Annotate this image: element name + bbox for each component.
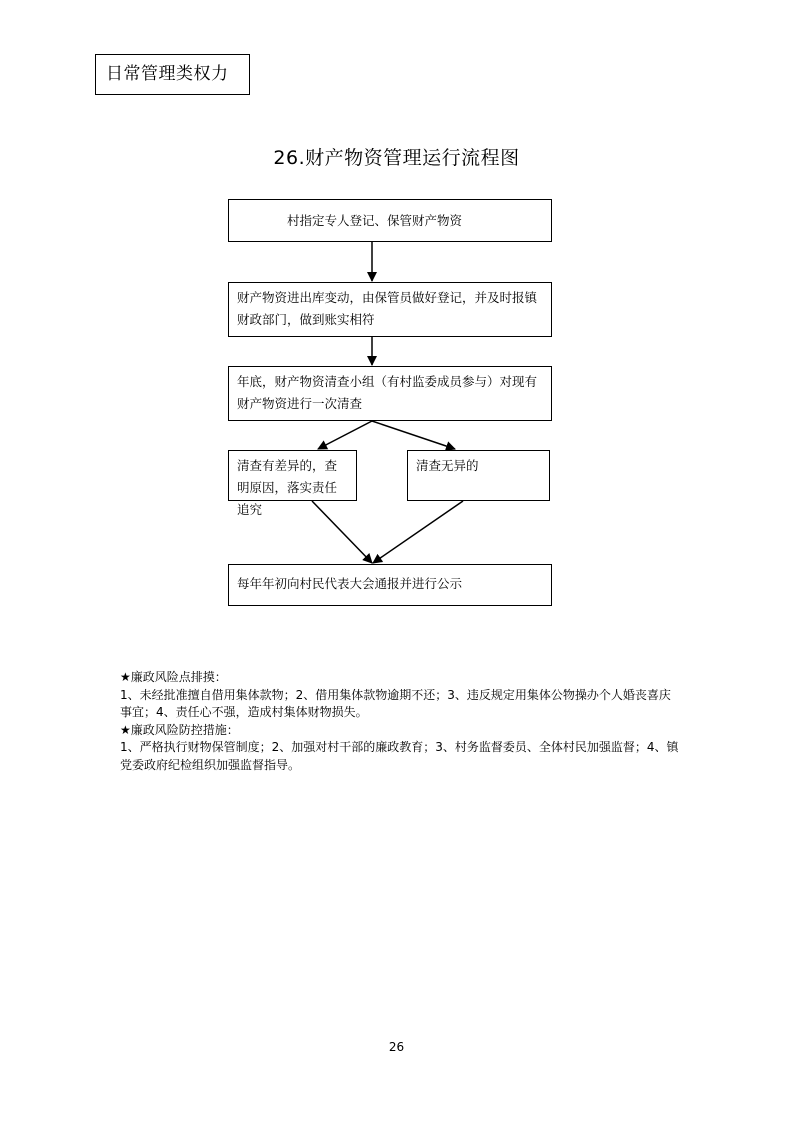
control-heading: ★廉政风险防控措施： <box>120 722 239 737</box>
category-label: 日常管理类权力 <box>95 54 250 95</box>
page-title: 26.财产物资管理运行流程图 <box>273 147 520 169</box>
risk-heading: ★廉政风险点排摸： <box>120 670 227 684</box>
flow-step-inventory-change: 财产物资进出库变动，由保管员做好登记，并及时报镇财政部门，做到账实相符 <box>228 282 552 337</box>
flow-step-register: 村指定专人登记、保管财产物资 <box>228 199 552 242</box>
control-text: 1、严格执行财物保管制度；2、加强对村干部的廉政教育；3、村务监督委员、全体村民加强监督；4、镇党委政府纪检组织加强监督指导。 <box>120 740 679 772</box>
flow-branch-no-discrepancy: 清查无异的 <box>407 450 550 501</box>
flow-branch-discrepancy: 清查有差异的，查明原因，落实责任追究 <box>228 450 357 501</box>
arrow-left-final <box>312 501 372 563</box>
arrow-right-final <box>373 501 463 563</box>
risk-text: 1、未经批准擅自借用集体款物；2、借用集体款物逾期不还；3、违反规定用集体公物操办个人婚丧喜庆事宜；4、责任心不强，造成村集体财物损失。 <box>120 687 671 719</box>
page-number: 26 <box>388 1040 405 1054</box>
flow-step-year-end-check: 年底，财产物资清查小组（有村监委成员参与）对现有财产物资进行一次清查 <box>228 366 552 421</box>
risk-notes <box>120 669 680 774</box>
arrow-3-right <box>372 421 455 449</box>
arrow-3-left <box>318 421 372 449</box>
flow-step-public-notice: 每年年初向村民代表大会通报并进行公示 <box>228 564 552 606</box>
